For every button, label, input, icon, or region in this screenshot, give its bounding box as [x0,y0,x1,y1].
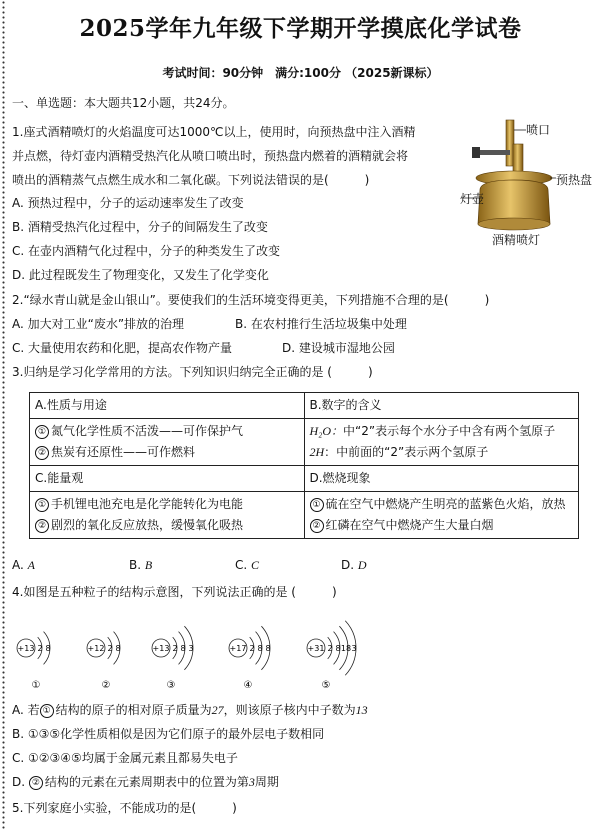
cell-d-body [304,492,579,539]
circle-mark: ① [310,498,324,512]
q2-option-c: C. 大量使用农药和化肥，提高农作物产量 [12,341,233,355]
q4-stem: 4.如图是五种粒子的结构示意图，下列说法正确的是 ( ) [12,585,337,599]
label-nozzle: 喷口 [526,123,551,137]
circle-mark: ② [35,446,49,460]
shell-electron-count: 18 [340,644,352,653]
formula-2h: 2H [309,445,325,459]
cell-d-head: D.燃烧现象 [304,466,579,492]
q3-option-a: A. A [12,558,35,572]
shell-electron-count: 8 [265,644,271,653]
cell-b-body [304,419,579,466]
q5-stem: 5.下列家庭小实验，不能成功的是( ) [12,801,237,815]
d-item-1: 硫在空气中燃烧产生明亮的蓝紫色火焰，放热 [325,497,566,511]
particle-label: ② [101,680,111,691]
shell-electron-count: 8 [115,644,121,653]
circle-mark: ① [35,498,49,512]
q4-option-d: D. ② 结构的元素在元素周期表中的位置为第3周期 [12,775,279,789]
shell-electron-count: 8 [257,644,263,653]
circle-mark: ② [35,519,49,533]
b-item-2: ：中前面的“2”表示两个氢原子 [324,445,489,459]
q2-option-b: B. 在农村推行生活垃圾集中处理 [235,317,407,331]
cell-a-body [30,419,305,466]
d-item-2: 红磷在空气中燃烧产生大量白烟 [325,518,494,532]
nucleus-charge: +12 [87,644,105,653]
particle-diagram-1 [17,632,51,691]
circle-mark: ① [35,425,49,439]
particle-diagram-4 [229,626,271,691]
formula-h2o: H₂O： [309,424,344,438]
cell-c-body [30,492,305,539]
shell-electron-count: 2 [107,644,113,653]
q1-option-d: D. 此过程既发生了物理变化，又发生了化学变化 [12,268,269,282]
page-title: 2025学年九年级下学期开学摸底化学试卷 [79,15,522,42]
shell-electron-count: 8 [180,644,186,653]
b-item-1: 中“2”表示每个水分子中含有两个氢原子 [343,424,556,438]
c-item-2: 剧烈的氧化反应放热，缓慢氧化吸热 [51,518,244,532]
q4-option-c: C. ①②③④⑤均属于金属元素且都易失电子 [12,751,238,765]
particle-label: ⑤ [321,680,331,691]
q1-option-b: B. 酒精受热汽化过程中，分子的间隔发生了改变 [12,220,268,234]
shell-electron-count: 2 [172,644,178,653]
q1-option-c: C. 在壶内酒精气化过程中，分子的种类发生了改变 [12,244,281,258]
a-item-2: 焦炭有还原性——可作燃料 [51,445,196,459]
nucleus-charge: +31 [307,644,325,653]
particle-structure-diagrams [6,610,406,695]
q3-knowledge-table [29,392,579,539]
shell-electron-count: 2 [37,644,43,653]
q4-option-a: A. 若 ① 结构的原子的相对原子质量为27，则该原子核内中子数为13 [12,703,368,717]
a-item-1: 氮气化学性质不活泼——可作保护气 [51,424,244,438]
particle-label: ④ [243,680,253,691]
nucleus-charge: +13 [152,644,170,653]
particle-diagram-2 [87,632,121,691]
label-preheat-plate: 预热盘 [556,173,593,187]
binding-dotted-line [2,0,5,831]
particle-label: ① [31,680,41,691]
particle-label: ③ [166,680,176,691]
shell-electron-count: 3 [188,644,194,653]
q3-option-b: B. B [129,558,153,572]
q1-stem-line2: 并点燃，待灯壶内酒精受热汽化从喷口喷出时，预热盘内燃着的酒精就会将 [12,149,409,163]
nucleus-charge: +17 [229,644,247,653]
cell-a-head: A.性质与用途 [30,393,305,419]
shell-electron-count: 8 [45,644,51,653]
illustration-caption: 酒精喷灯 [492,233,541,247]
q4-option-b: B. ①③⑤化学性质相似是因为它们原子的最外层电子数相同 [12,727,325,741]
q2-stem: 2.“绿水青山就是金山银山”。要使我们的生活环境变得更美，下列措施不合理的是( ) [12,293,490,307]
section-heading: 一、单选题：本大题共12小题，共24分。 [12,96,235,110]
shell-electron-count: 2 [249,644,255,653]
shell-electron-count: 8 [335,644,341,653]
circle-marks: ①③⑤ [27,727,61,741]
q2-option-a: A. 加大对工业“废水”排放的治理 [12,317,185,331]
particle-diagram-5 [307,621,357,691]
shell-electron-count: 3 [351,644,357,653]
shell-electron-count: 2 [327,644,333,653]
label-lamp-pot: 灯壶 [460,192,485,206]
circle-mark: ② [310,519,324,533]
exam-info: 考试时间：90分钟 满分:100分 （2025新课标） [162,66,439,80]
cell-b-head: B.数字的含义 [304,393,579,419]
nucleus-charge: +13 [17,644,35,653]
circle-marks: ①②③④⑤ [28,751,82,765]
cell-c-head: C.能量观 [30,466,305,492]
particle-diagram-3 [152,626,194,691]
c-item-1: 手机锂电池充电是化学能转化为电能 [51,497,244,511]
q3-option-d: D. D [341,558,367,572]
q1-stem-line3: 喷出的酒精蒸气点燃生成水和二氧化碳。下列说法错误的是( ) [12,173,370,187]
q1-option-a: A. 预热过程中，分子的运动速率发生了改变 [12,196,244,210]
circle-mark: ① [40,704,54,718]
q3-option-c: C. C [235,558,260,572]
q3-stem: 3.归纳是学习化学常用的方法。下列知识归纳完全正确的是 ( ) [12,365,373,379]
circle-mark: ② [29,776,43,790]
q1-stem-line1: 1.座式酒精喷灯的火焰温度可达1000℃以上，使用时，向预热盘中注入酒精 [12,125,416,139]
q2-option-d: D. 建设城市湿地公园 [282,341,395,355]
